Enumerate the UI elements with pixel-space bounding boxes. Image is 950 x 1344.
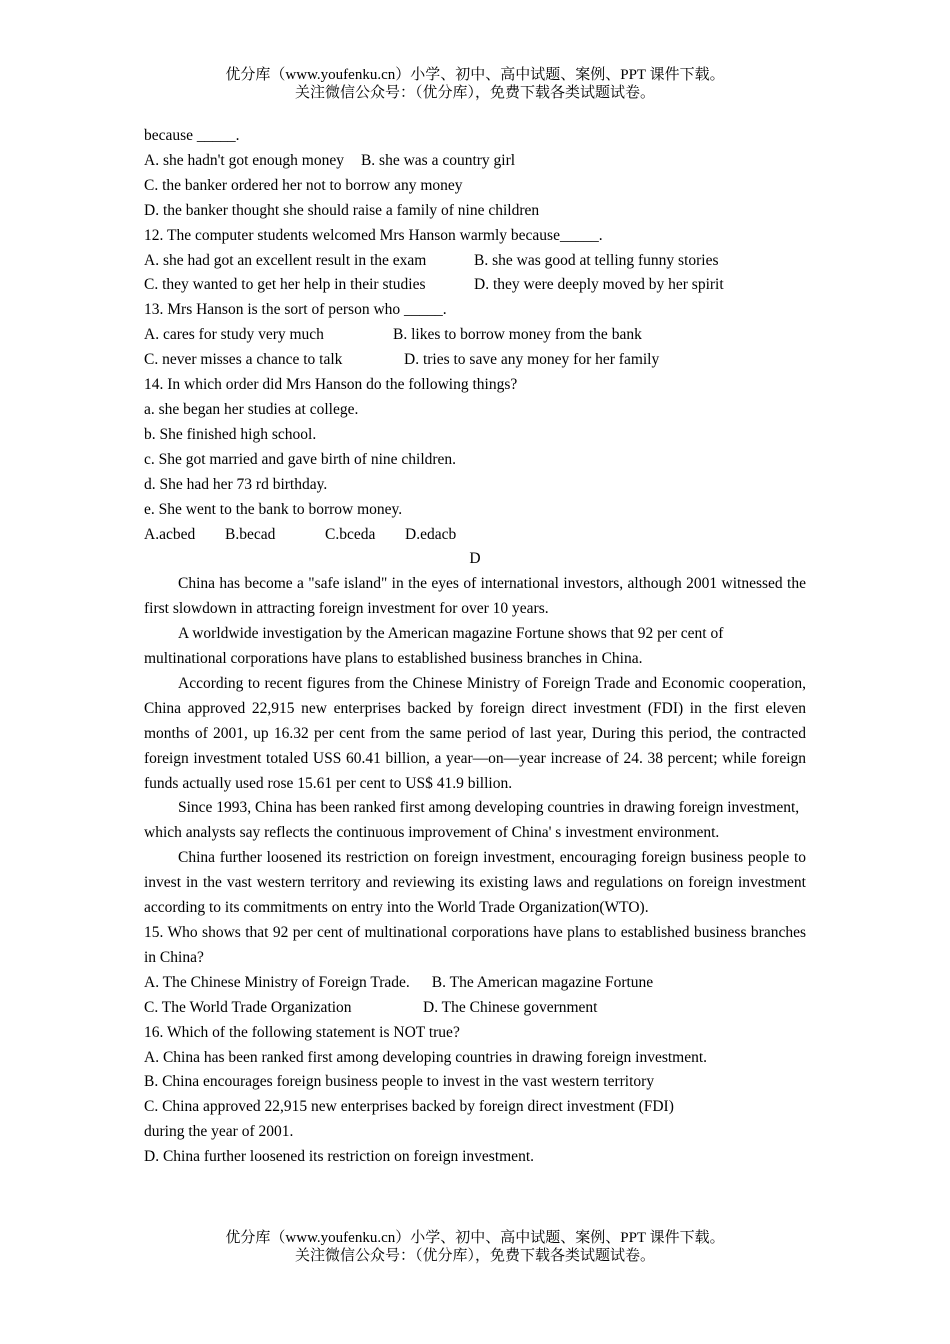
passage-d-heading: D [469, 550, 481, 568]
q14-option-c: C.bceda [325, 525, 376, 543]
q11-option-a: A. she hadn't got enough money [144, 151, 344, 169]
q16-option-c-line-2: during the year of 2001. [144, 1123, 294, 1141]
q15-option-c: C. The World Trade Organization [144, 998, 352, 1016]
q14-options [144, 523, 806, 548]
q16-option-c-line-1: C. China approved 22,915 new enterprises backed by foreign direct investment (FDI) [144, 1098, 674, 1116]
q14-item-e: e. She went to the bank to borrow money. [144, 500, 403, 518]
q14-stem: 14. In which order did Mrs Hanson do the following things? [144, 376, 518, 394]
q15-option-a: A. The Chinese Ministry of Foreign Trade. [144, 973, 410, 991]
q14-item-b: b. She finished high school. [144, 425, 317, 443]
q14-option-b: B.becad [225, 525, 276, 543]
q12-option-b: B. she was good at telling funny stories [474, 251, 719, 269]
q15-stem: 15. Who shows that 92 per cent of multinational corporations have plans to established business branches in China? [144, 924, 806, 966]
q16-stem: 16. Which of the following statement is NOT true? [144, 1023, 460, 1041]
q11-option-c: C. the banker ordered her not to borrow any money [144, 176, 463, 194]
q12-options-cd [144, 273, 806, 298]
q12-option-c: C. they wanted to get her help in their studies [144, 276, 426, 294]
footer-line-1: 优分库（www.youfenku.cn）小学、初中、高中试题、案例、PPT 课件下载。 [225, 1230, 725, 1246]
q14-option-d: D.edacb [405, 525, 457, 543]
q13-options-ab [144, 323, 806, 348]
q13-option-c: C. never misses a chance to talk [144, 351, 343, 369]
passage-d-paragraph-1: China has become a "safe island" in the eyes of international investors, although 2001 witnessed the first slowdown in attracting foreign investment for over 10 years. [144, 575, 806, 618]
passage-d-paragraph-4: Since 1993, China has been ranked first among developing countries in drawing foreign investment, which analysts say reflects the continuous improvement of China' s investment environment. [144, 799, 800, 842]
footer-line-2: 关注微信公众号：（优分库），免费下载各类试题试卷。 [294, 1248, 655, 1264]
q13-option-d: D. tries to save any money for her family [404, 351, 660, 369]
q16-option-d: D. China further loosened its restriction on foreign investment. [144, 1148, 534, 1166]
q13-options-cd [144, 348, 806, 373]
q14-item-c: c. She got married and gave birth of nine children. [144, 450, 457, 468]
q13-stem: 13. Mrs Hanson is the sort of person who _____. [144, 301, 447, 319]
header-line-1: 优分库（www.youfenku.cn）小学、初中、高中试题、案例、PPT 课件下载。 [225, 67, 725, 83]
passage-d-paragraph-3: According to recent figures from the Chinese Ministry of Foreign Trade and Economic cooperation, China approved 22,915 new enterprises backed by foreign direct investment (FDI) in the first eleven months of 2001, up 16.32 per cent from the same period of last year, During this period, the contracted foreign investment totaled USS 60.41 billion, a year—on—year increase of 24. 38 percent; while foreign funds actually used rose 15.61 per cent to US$ 41.9 billion. [144, 674, 806, 792]
q16-option-b: B. China encourages foreign business people to invest in the vast western territory [144, 1073, 655, 1091]
q11-options-ab [144, 149, 806, 174]
q15-option-d: D. The Chinese government [423, 998, 598, 1016]
q13-option-a: A. cares for study very much [144, 326, 324, 344]
passage-d-paragraph-5: China further loosened its restriction on foreign investment, encouraging foreign business people to invest in the vast western territory and reviewing its existing laws and regulations on foreign investment according to its commitments on entry into the World Trade Organization(WTO). [144, 849, 806, 917]
q12-options-ab [144, 249, 806, 274]
q15-option-b: B. The American magazine Fortune [431, 973, 654, 991]
passage-d-paragraph-2: A worldwide investigation by the American magazine Fortune shows that 92 per cent of multinational corporations have plans to established business branches in China. [144, 625, 724, 668]
page-header [0, 66, 950, 102]
q14-option-a: A.acbed [144, 525, 196, 543]
q15-options-cd [144, 996, 806, 1021]
q14-item-a: a. she began her studies at college. [144, 400, 359, 418]
q11-option-b: B. she was a country girl [360, 151, 516, 169]
header-line-2: 关注微信公众号：（优分库），免费下载各类试题试卷。 [294, 85, 655, 101]
q14-item-d: d. She had her 73 rd birthday. [144, 475, 328, 493]
document-body [144, 124, 806, 1170]
q12-option-d: D. they were deeply moved by her spirit [474, 276, 724, 294]
q11-stem-tail: because _____. [144, 127, 240, 144]
q13-option-b: B. likes to borrow money from the bank [393, 326, 642, 344]
q12-stem: 12. The computer students welcomed Mrs Hanson warmly because_____. [144, 226, 603, 244]
q16-option-a: A. China has been ranked first among developing countries in drawing foreign investment. [144, 1048, 708, 1066]
page-footer [0, 1229, 950, 1265]
q12-option-a: A. she had got an excellent result in the exam [144, 251, 427, 269]
q15-options-ab [144, 971, 806, 996]
q11-option-d: D. the banker thought she should raise a family of nine children [144, 201, 540, 219]
